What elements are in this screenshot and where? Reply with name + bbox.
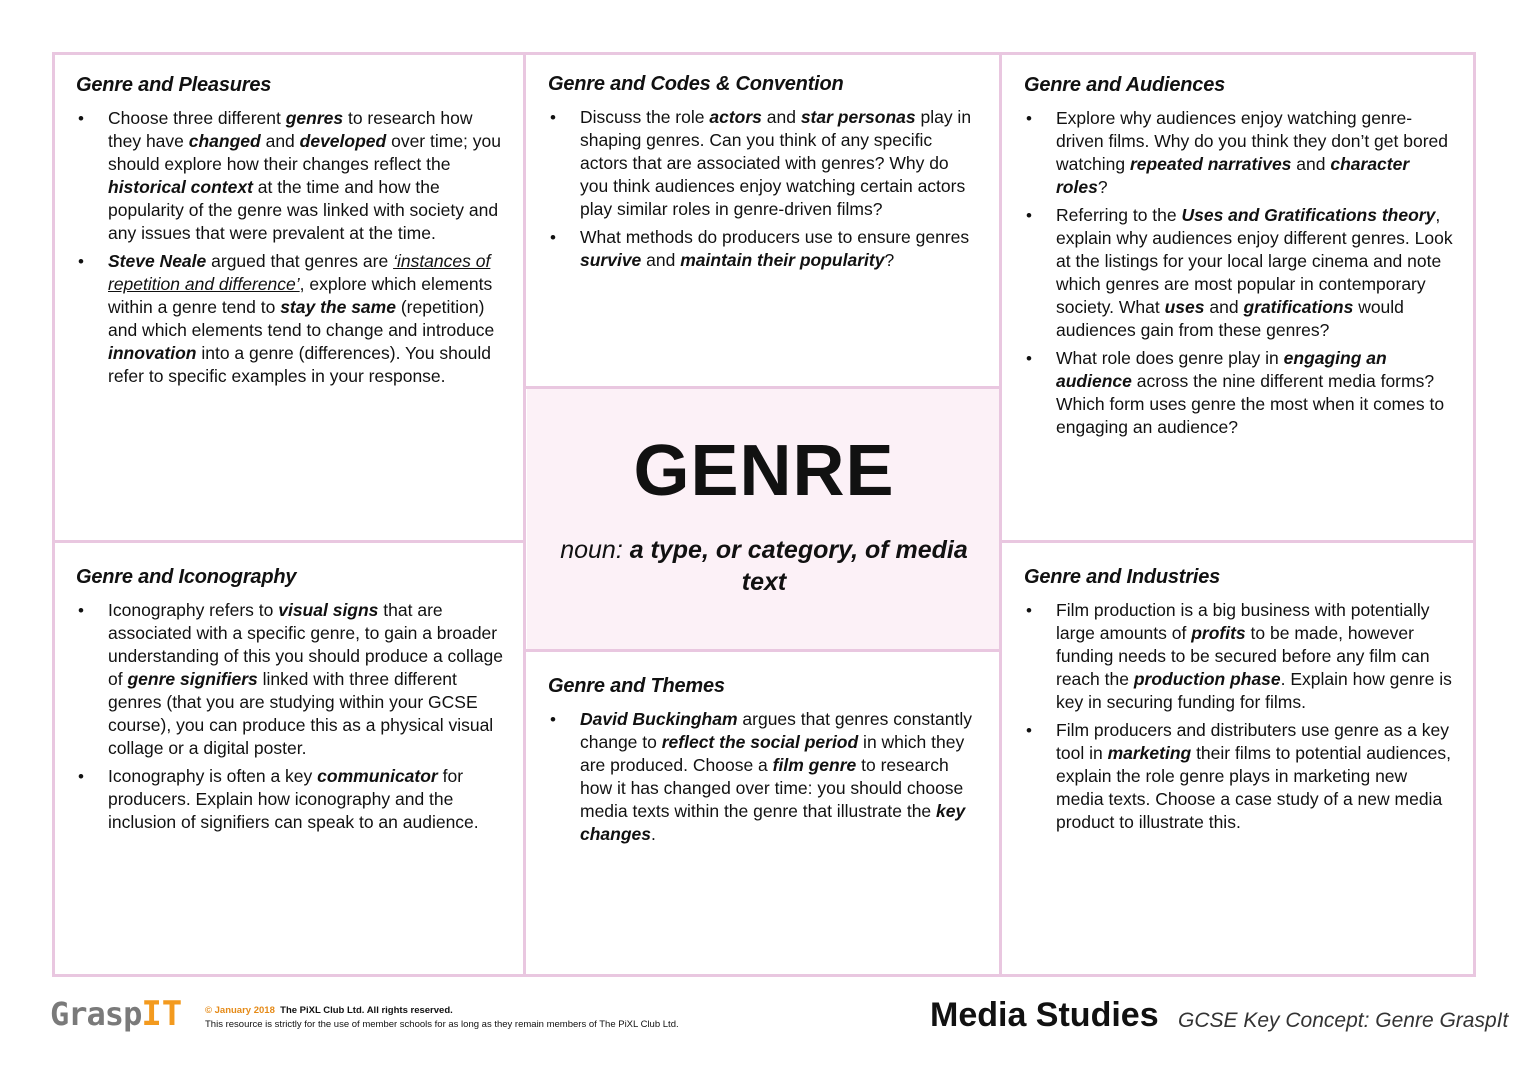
noun-label: noun: xyxy=(560,536,623,564)
body-text: and xyxy=(641,250,681,270)
body-text: Explore why audiences enjoy watching genre-driven films. Why do you think they don’t get bored watching xyxy=(1056,108,1449,174)
body-text: ? xyxy=(1097,177,1108,197)
body-text: Discuss the role xyxy=(580,107,710,127)
divider-vertical-right xyxy=(999,52,1002,977)
body-text: (repetition) and which elements tend to change and introduce xyxy=(108,297,495,340)
body-text: into a genre (differences). You should refer to specific examples in your response. xyxy=(108,343,491,386)
bullet-list xyxy=(548,106,978,272)
emphasis-text: character roles xyxy=(1056,154,1410,197)
emphasis-text: key changes xyxy=(580,801,966,844)
bullet-list xyxy=(1024,107,1458,439)
emphasis-text: marketing xyxy=(1107,743,1192,763)
body-text: What role does genre play in xyxy=(1056,348,1284,368)
emphasis-text: innovation xyxy=(108,343,197,363)
emphasis-text: film genre xyxy=(772,755,857,775)
panel-iconography xyxy=(76,566,506,839)
subject-title: Media Studies xyxy=(930,996,1159,1034)
body-text: across the nine different media forms? Which form uses genre the most when it comes to engaging an audience? xyxy=(1056,371,1445,437)
bullet-item xyxy=(1056,347,1458,439)
subject-subtitle: GCSE Key Concept: Genre GraspIt xyxy=(1178,1009,1509,1032)
panel-title: Genre and Pleasures xyxy=(76,74,272,96)
body-text: to be made, however funding needs to be secured before any film can reach the xyxy=(1056,623,1430,689)
emphasis-text: survive xyxy=(580,250,642,270)
genre-definition xyxy=(560,534,968,598)
body-text: , explain why audiences enjoy different genres. Look at the listings for your local large cinema and note which genres are most popular in contemporary society. What xyxy=(1056,205,1453,317)
panel-audiences xyxy=(1024,74,1458,444)
divider-horizontal-right xyxy=(1000,540,1476,543)
definition-text: a type, or category, of media text xyxy=(622,536,968,596)
emphasis-text: historical context xyxy=(108,177,253,197)
body-text: for producers. Explain how iconography and the inclusion of signifiers can speak to an audience. xyxy=(108,766,479,832)
bullet-item xyxy=(1056,599,1458,714)
body-text: that are associated with a specific genre, to gain a broader understanding of this you should produce a collage of xyxy=(108,600,503,689)
body-text: ? xyxy=(884,250,895,270)
body-text: their films to potential audiences, explain the role genre plays in marketing new media texts. Choose a case study of a new media product to illustrate this. xyxy=(1056,743,1451,832)
panel-industries xyxy=(1024,566,1458,839)
logo-it-text: IT xyxy=(141,994,183,1034)
body-text: Choose three different xyxy=(108,108,286,128)
emphasis-text: production phase xyxy=(1133,669,1281,689)
bullet-list xyxy=(76,599,506,834)
body-text: argued that genres are xyxy=(206,251,394,271)
panel-title: Genre and Iconography xyxy=(76,566,297,588)
emphasis-text: profits xyxy=(1191,623,1246,643)
body-text: to research how they have xyxy=(108,108,473,151)
emphasis-text: Uses and Gratifications theory xyxy=(1181,205,1436,225)
panel-title: Genre and Industries xyxy=(1024,566,1221,588)
emphasis-text: actors xyxy=(709,107,762,127)
emphasis-text: ‘instances of repetition and difference’ xyxy=(108,251,491,294)
emphasis-text: Steve Neale xyxy=(108,251,207,271)
bullet-item xyxy=(580,106,978,221)
bullet-item xyxy=(580,708,984,846)
bullet-item xyxy=(108,107,506,245)
bullet-list xyxy=(1024,599,1458,834)
bullet-list xyxy=(548,708,984,846)
body-text: . xyxy=(651,824,656,844)
genre-heading: GENRE xyxy=(633,431,895,511)
body-text: play in shaping genres. Can you think of any specific actors that are associated with genres? Why do you think audiences enjoy watching certain actors play similar roles in genre-driven films? xyxy=(580,107,972,219)
graspit-logo xyxy=(50,994,183,1040)
license-text: This resource is strictly for the use of member schools for as long as they remain members of The PiXL Club Ltd. xyxy=(205,1019,679,1030)
copyright-year: © January 2018 xyxy=(205,1005,275,1016)
divider-center-bottom xyxy=(525,649,1001,652)
emphasis-text: repeated narratives xyxy=(1129,154,1292,174)
emphasis-text: star personas xyxy=(800,107,916,127)
body-text: argues that genres constantly change to xyxy=(580,709,972,752)
body-text: Iconography refers to xyxy=(108,600,279,620)
bullet-item xyxy=(108,599,506,760)
body-text: would audiences gain from these genres? xyxy=(1056,297,1404,340)
emphasis-text: changed xyxy=(188,131,261,151)
emphasis-text: communicator xyxy=(317,766,438,786)
bullet-item xyxy=(580,226,978,272)
copyright-line xyxy=(205,1005,453,1016)
panel-pleasures xyxy=(76,74,506,393)
logo-grasp-text: Grasp xyxy=(50,995,142,1033)
panel-title: Genre and Codes & Convention xyxy=(548,73,844,95)
body-text: and xyxy=(260,131,300,151)
divider-vertical-left xyxy=(523,52,526,977)
bullet-item xyxy=(1056,107,1458,199)
bullet-item xyxy=(108,250,506,388)
body-text: Referring to the xyxy=(1056,205,1182,225)
body-text: Iconography is often a key xyxy=(108,766,318,786)
body-text: to research how it has changed over time: you should choose media texts within the genre that illustrate the xyxy=(580,755,964,821)
bullet-list xyxy=(76,107,506,388)
body-text: linked with three different genres (that you are studying within your GCSE course), you can produce this as a physical visual collage or a digital poster. xyxy=(108,669,494,758)
divider-center-top xyxy=(525,386,1001,389)
emphasis-text: genres xyxy=(285,108,344,128)
emphasis-text: developed xyxy=(299,131,387,151)
body-text: in which they are produced. Choose a xyxy=(580,732,965,775)
definition-box xyxy=(527,388,1001,652)
bullet-item xyxy=(108,765,506,834)
copyright-owner: The PiXL Club Ltd. All rights reserved. xyxy=(280,1005,453,1016)
panel-title: Genre and Audiences xyxy=(1024,74,1226,96)
emphasis-text: genre signifiers xyxy=(127,669,258,689)
emphasis-text: engaging an audience xyxy=(1056,348,1387,391)
body-text: . Explain how genre is key in securing funding for films. xyxy=(1056,669,1452,712)
body-text: , explore which elements within a genre tend to xyxy=(108,274,493,317)
emphasis-text: stay the same xyxy=(280,297,396,317)
bullet-item xyxy=(1056,719,1458,834)
emphasis-text: David Buckingham xyxy=(580,709,738,729)
body-text: Film production is a big business with potentially large amounts of xyxy=(1056,600,1430,643)
panel-title: Genre and Themes xyxy=(548,675,725,697)
bullet-item xyxy=(1056,204,1458,342)
divider-horizontal-left xyxy=(52,540,525,543)
body-text: and xyxy=(1291,154,1331,174)
body-text: What methods do producers use to ensure genres xyxy=(580,227,970,247)
emphasis-text: uses xyxy=(1164,297,1205,317)
body-text: Film producers and distributers use genre as a key tool in xyxy=(1056,720,1449,763)
body-text: and xyxy=(1204,297,1244,317)
emphasis-text: maintain their popularity xyxy=(680,250,885,270)
emphasis-text: reflect the social period xyxy=(661,732,859,752)
emphasis-text: visual signs xyxy=(278,600,379,620)
panel-codes xyxy=(548,73,978,277)
body-text: at the time and how the popularity of the genre was linked with society and any issues that were prevalent at the time. xyxy=(108,177,499,243)
body-text: over time; you should explore how their changes reflect the xyxy=(108,131,501,174)
emphasis-text: gratifications xyxy=(1243,297,1354,317)
panel-themes xyxy=(548,675,984,851)
body-text: and xyxy=(761,107,801,127)
